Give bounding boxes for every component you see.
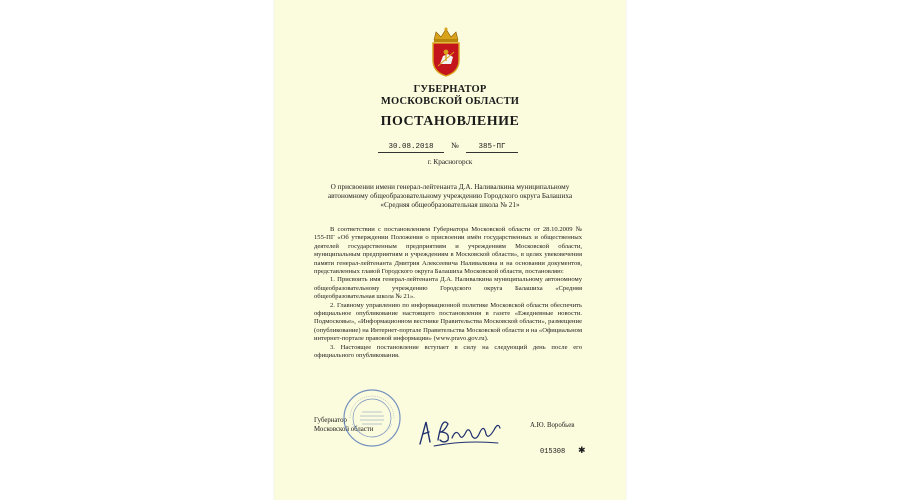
handwritten-signature — [414, 410, 504, 450]
official-seal-stamp — [342, 388, 402, 448]
decree-body — [314, 226, 582, 361]
body-paragraph-3: 3. Настоящее постановление вступает в силу на следующий день после его официального опубликования. — [314, 343, 582, 360]
date-number-line — [378, 140, 518, 152]
form-serial-number: 015308 — [540, 448, 566, 456]
issue-city: г. Красногорск — [427, 158, 473, 166]
signatory-name: А.Ю. Воробьев — [530, 422, 575, 429]
document-type-title: ПОСТАНОВЛЕНИЕ — [380, 114, 520, 129]
decree-subject: О присвоении имени генерал-лейтенанта Д.А. Наливалкина муниципальному автономному общеобразовательному учреждению Городского округа Балашиха «Средняя общеобразовательная школа № 21» — [327, 183, 573, 209]
decree-date: 30.08.2018 — [378, 142, 444, 153]
decree-number: 385-ПГ — [466, 142, 518, 153]
number-sign: № — [451, 141, 459, 150]
document-page — [274, 0, 626, 500]
body-paragraph-2: 2. Главному управлению по информационной политике Московской области обеспечить официальное опубликование настоящего постановления в газете «Ежедневные новости. Подмосковье», «Информационном вестнике Правительства Московской области», размещение (опубликование) на Интернет-портале Правительства Московской области и на «Официальном интернет-портале правовой информации» (www.pravo.gov.ru). — [314, 301, 582, 343]
asterisk-mark-icon: ✱ — [578, 445, 586, 455]
signatory-post-line2: Московской области — [314, 425, 374, 433]
issuer-title-line2: МОСКОВСКОЙ ОБЛАСТИ — [380, 96, 520, 107]
moscow-oblast-coat-of-arms-icon — [426, 26, 466, 78]
signatory-post-line1: Губернатор — [314, 417, 347, 424]
issuer-title — [274, 84, 626, 108]
body-paragraph-preamble: В соответствии с постановлением Губернатора Московской области от 28.10.2009 № 155-ПГ «Об утверждении Положения о присвоении имён государственных и общественных деятелей государственным предприятиям и учреждениям Московской области, муниципальным предприятиям и учреждениям в Московской области», в целях увековечения памяти генерал-лейтенанта Дмитрия Алексеевича Наливалкина и на основании документов, представленных главой Городского округа Балашиха Московской области, постановляю: — [314, 226, 582, 276]
body-paragraph-1: 1. Присвоить имя генерал-лейтенанта Д.А. Наливалкина муниципальному автономному общеобразовательному учреждению Городского округа Балашиха «Средняя общеобразовательная школа № 21». — [314, 276, 582, 301]
issuer-title-line1: ГУБЕРНАТОР — [413, 84, 487, 95]
